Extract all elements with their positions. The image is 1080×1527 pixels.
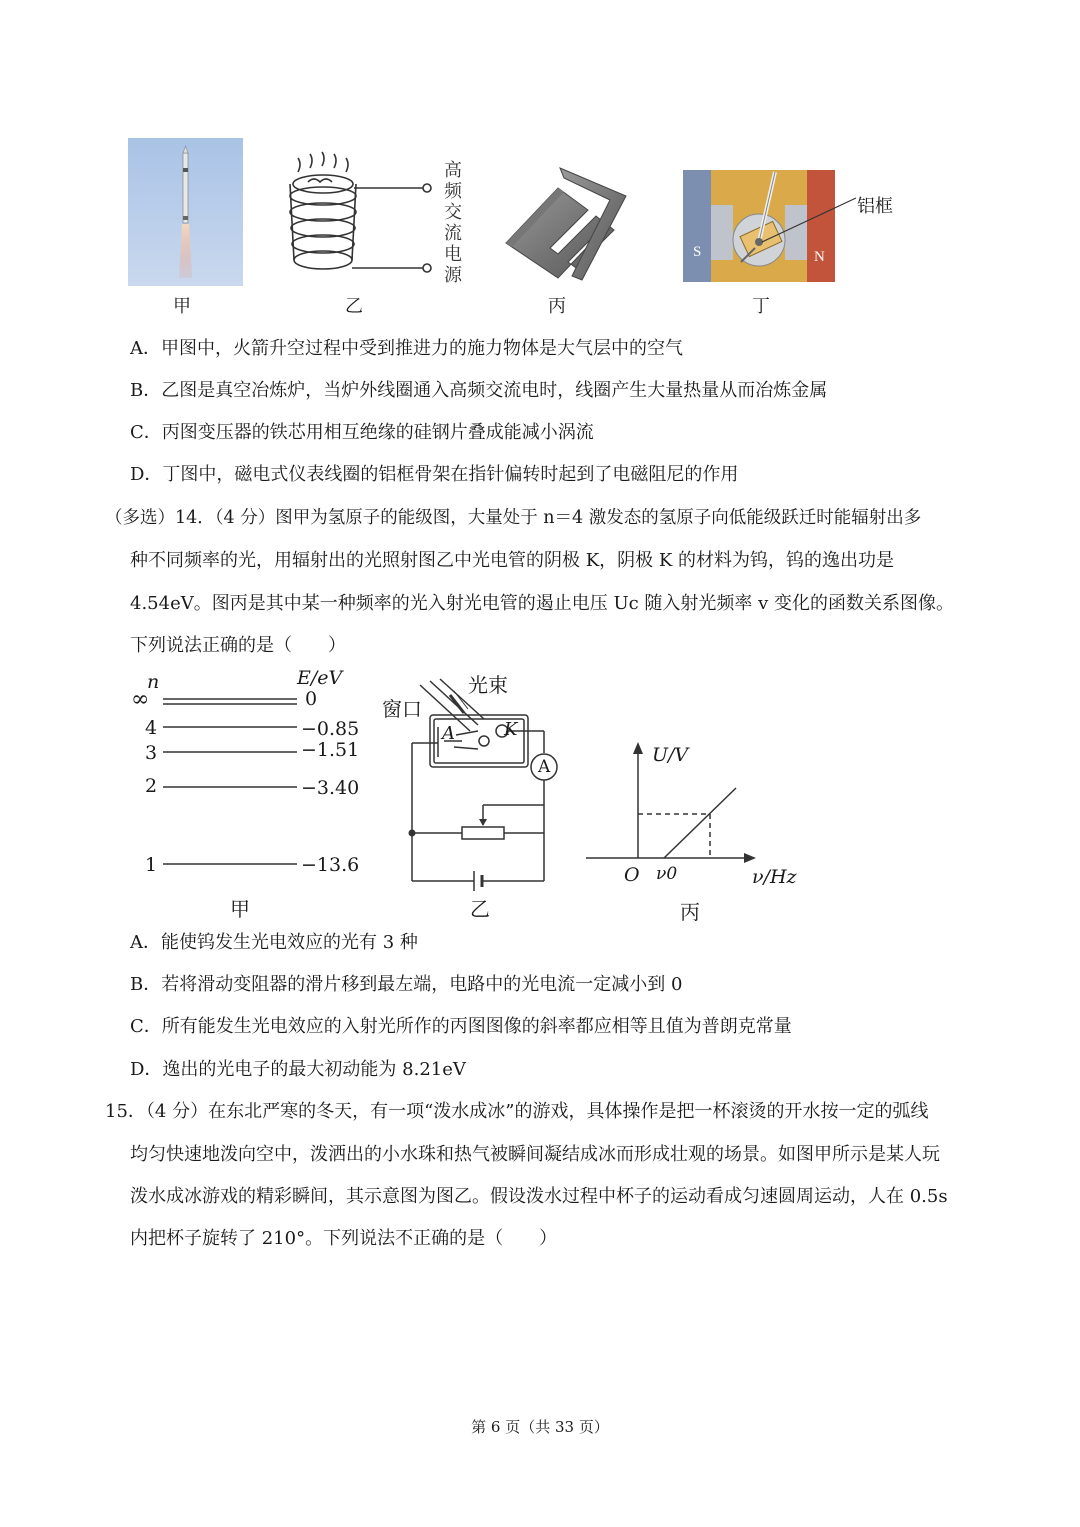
caption-jia: 甲 [230, 897, 250, 921]
q13-option-c: C．丙图变压器的铁芯用相互绝缘的硅钢片叠成能减小涡流 [130, 422, 594, 443]
ammeter-label: A [538, 757, 551, 777]
label-char: 流 [444, 223, 462, 244]
beam-label: 光束 [468, 673, 508, 697]
level-n-3: 3 [145, 742, 158, 764]
origin-label: O [624, 864, 640, 886]
page-footer: 第 6 页（共 33 页） [471, 1418, 609, 1436]
q14-line-4: 下列说法正确的是（ ） [130, 635, 346, 656]
label-char: 交 [444, 202, 462, 223]
q14-option-a: A．能使钨发生光电效应的光有 3 种 [130, 932, 418, 953]
level-e-1: −13.6 [301, 854, 360, 876]
q14-line-1: （多选）14．（4 分）图甲为氢原子的能级图，大量处于 n＝4 激发态的氢原子向低能级跃迁时能辐射出多 [105, 508, 922, 528]
q13-option-d: D．丁图中，磁电式仪表线圈的铝框骨架在指针偏转时起到了电磁阻尼的作用 [130, 464, 739, 485]
energy-axis-label: E/eV [297, 667, 343, 689]
q13-option-b: B．乙图是真空冶炼炉，当炉外线圈通入高频交流电时，线圈产生大量热量从而冶炼金属 [130, 380, 828, 401]
level-e-4: −0.85 [301, 718, 360, 740]
q15-line-2: 均匀快速地泼向空中，泼洒出的小水珠和热气被瞬间凝结成冰而形成壮观的场景。如图甲所示是某人玩 [130, 1144, 940, 1165]
caption-yi: 乙 [470, 897, 490, 921]
q14-line-3: 4.54eV。图丙是其中某一种频率的光入射光电管的遏止电压 Uc 随入射光频率 v 变化的函数关系图像。 [130, 593, 955, 614]
window-label: 窗口 [382, 697, 422, 721]
q13-option-a: A．甲图中，火箭升空过程中受到推进力的施力物体是大气层中的空气 [130, 338, 683, 359]
furnace-diagram [278, 150, 468, 290]
level-n-4: 4 [145, 717, 158, 739]
photoelectric-circuit [378, 665, 578, 925]
y-axis-label: U/V [652, 744, 689, 766]
stopping-voltage-graph [580, 740, 810, 925]
label-char: 高 [444, 160, 462, 181]
cathode-label: K [504, 719, 518, 740]
q14-line-2: 种不同频率的光，用辐射出的光照射图乙中光电管的阴极 K，阴极 K 的材料为钨，钨的逸出功是 [130, 550, 895, 571]
label-char: 频 [444, 181, 462, 202]
caption-bing: 丙 [680, 900, 700, 924]
level-n-2: 2 [145, 775, 158, 797]
anode-label: A [442, 723, 455, 744]
caption-ding-top: 丁 [752, 296, 770, 317]
power-source-label [444, 160, 466, 286]
n-axis-label: n [147, 671, 160, 693]
pointer-line [760, 190, 860, 250]
level-e-2: −3.40 [301, 777, 360, 799]
nu0-label: ν0 [656, 864, 678, 884]
level-e-inf: 0 [305, 688, 318, 710]
transformer-core [498, 148, 633, 288]
label-char: 电 [444, 244, 462, 265]
level-n-1: 1 [145, 854, 158, 876]
level-e-3: −1.51 [301, 739, 360, 761]
q14-option-d: D．逸出的光电子的最大初动能为 8.21eV [130, 1059, 466, 1080]
caption-yi-top: 乙 [345, 296, 363, 317]
n-pole-label: N [814, 249, 825, 265]
label-char: 源 [444, 265, 462, 286]
s-pole-label: S [693, 244, 702, 260]
q15-line-4: 内把杯子旋转了 210°。下列说法不正确的是（ ） [130, 1228, 558, 1249]
aluminum-frame-label: 铝框 [857, 196, 893, 217]
caption-bing-top: 丙 [548, 296, 566, 317]
rocket-photo [128, 138, 243, 286]
q14-option-b: B．若将滑动变阻器的滑片移到最左端，电路中的光电流一定减小到 0 [130, 974, 683, 995]
x-axis-label: ν/Hz [752, 866, 797, 888]
energy-level-diagram [125, 665, 375, 925]
q15-line-3: 泼水成冰游戏的精彩瞬间，其示意图为图乙。假设泼水过程中杯子的运动看成匀速圆周运动，人在 0.5s [130, 1186, 948, 1207]
q15-line-1: 15．（4 分）在东北严寒的冬天，有一项“泼水成冰”的游戏，具体操作是把一杯滚烫的开水按一定的弧线 [105, 1101, 929, 1122]
q14-option-c: C．所有能发生光电效应的入射光所作的丙图图像的斜率都应相等且值为普朗克常量 [130, 1016, 792, 1037]
caption-jia-top: 甲 [173, 296, 191, 317]
level-n-inf: ∞ [131, 687, 150, 712]
